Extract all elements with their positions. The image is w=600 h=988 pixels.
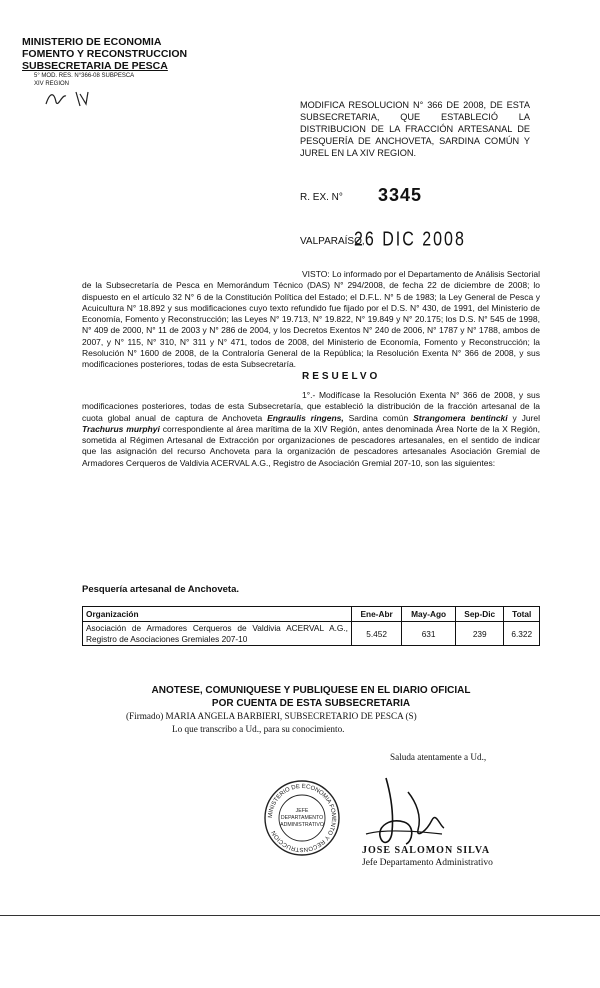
species-name: Engraulis ringens,	[267, 412, 344, 423]
quota-cell: 631	[402, 622, 456, 646]
ministry-name: MINISTERIO DE ECONOMIA	[22, 36, 162, 48]
article-1	[82, 390, 540, 469]
quota-table	[82, 606, 540, 646]
region-label: XIV REGION	[34, 81, 70, 87]
document-title: MODIFICA RESOLUCION N° 366 DE 2008, DE ESTA SUBSECRETARIA, QUE ESTABLECIÓ LA DISTRIBUCION DE LA FRACCIÓN ARTESANAL DE PESQUERÍA DE ANCHOVETA, SARDINA COMÚN Y JUREL EN LA XIV REGION.	[300, 100, 530, 158]
reference-code: 5° MOD. RES. N°366-08 SUBPESCA	[34, 73, 135, 79]
signer-role: Jefe Departamento Administrativo	[362, 858, 493, 868]
page-edge-line	[0, 915, 600, 916]
species-name: Strangomera bentincki	[413, 412, 508, 423]
place-label: VALPARAÍSO,	[300, 236, 365, 247]
closing-line-1: ANOTESE, COMUNIQUESE Y PUBLIQUESE EN EL DIARIO OFICIAL	[151, 685, 471, 696]
article-text: y Jurel	[507, 412, 541, 423]
article-text: Sardina común	[343, 412, 414, 423]
handwritten-signature	[346, 772, 456, 852]
visto-paragraph	[82, 269, 540, 371]
visto-label: VISTO:	[302, 269, 330, 279]
salutation: Saluda atentamente a Ud.,	[390, 752, 487, 762]
seal-center-line: ADMINISTRATIVO	[280, 822, 324, 828]
seal-center-line: JEFE	[295, 808, 309, 814]
subsecretaria-name: SUBSECRETARIA DE PESCA	[22, 60, 168, 72]
resuelvo-heading: RESUELVO	[302, 371, 381, 382]
article-number: 1°.-	[302, 390, 316, 400]
article-text: correspondiente al área marítima de la XIV Región, antes denominada Área Norte de la X Región, sometida al Régimen Artesanal de Extracción por organizaciones de pescadores artesanales, en el sentido de indicar que las asignación del recurso Anchoveta para la organización de pescadores artesanales Asociación Gremial de Armadores Cerqueros de Valdivia ACERVAL A.G., Registro de Asociación Gremial 207-10, son las siguientes:	[82, 423, 540, 468]
column-header: May-Ago	[402, 607, 456, 622]
table-header-row	[83, 607, 540, 622]
ministry-header	[22, 36, 187, 88]
ministry-subname: FOMENTO Y RECONSTRUCCION	[22, 48, 188, 60]
date-stamp: 26 DIC 2008	[354, 229, 466, 251]
transcription-line: Lo que transcribo a Ud., para su conocimiento.	[172, 724, 345, 734]
visto-text: Lo informado por el Departamento de Análisis Sectorial de la Subsecretaría de Pesca en Memorándum Técnico (DAS) N° 294/2008, de fecha 22 de diciembre de 2008; lo dispuesto en el artículo 32 N° 6 de la Constitución Política del Estado; el D.F.L. N° 5 de 1983; la Ley General de Pesca y Acuicultura N° 18.892 y sus modificaciones cuyo texto refundido fue fijado por el D.S. N° 430, de 1991, del Ministerio de Economía, Fomento y Reconstrucción; las Leyes N° 19.713, N° 19.822, N° 19.849 y N° 20.175; los D.S. N° 545 de 1998, N° 409 de 2000, N° 11 de 2003 y N° 286 de 2004, y los Decretos Exentos N° 240 de 2006, N° 1787 y N° 1788, ambos de 2007, y N° 115, N° 310, N° 311 y N° 471, todos de 2008, del Ministerio de Economía, Fomento y Reconstrucción; la Resolución N° 1600 de 2008, de la Contraloría General de la República; la Resolución Exenta N° 366 de 2008, y sus modificaciones posteriores, todas de esta Subsecretaría.	[82, 269, 540, 370]
section-title: Pesquería artesanal de Anchoveta.	[82, 584, 239, 595]
column-header: Sep-Dic	[456, 607, 504, 622]
total-cell: 6.322	[504, 622, 540, 646]
species-name: Trachurus murphyi	[82, 423, 160, 434]
quota-cell: 239	[456, 622, 504, 646]
seal-center-line: DEPARTAMENTO	[280, 815, 324, 821]
organization-cell: Asociación de Armadores Cerqueros de Valdivia ACERVAL A.G., Registro de Asociaciones Gremiales 207-10	[83, 622, 352, 646]
table-row	[83, 622, 540, 646]
column-header: Ene-Abr	[352, 607, 402, 622]
signed-by-line: (Firmado) MARIA ANGELA BARBIERI, SUBSECRETARIO DE PESCA (S)	[126, 711, 417, 721]
column-header: Organización	[83, 607, 352, 622]
initials-mark	[42, 88, 102, 110]
resolution-prefix: R. EX. N°	[300, 192, 343, 203]
quota-cell: 5.452	[352, 622, 402, 646]
closing-formula	[82, 684, 540, 710]
column-header: Total	[504, 607, 540, 622]
department-seal	[262, 778, 342, 858]
article-text: Modifícase la Resolución Exenta N° 366 de 2008, y sus modificaciones posteriores, todas de esta Subsecretaría, que estableció la distribución de la fracción artesanal de la cuota global anual de captura de Anchoveta	[82, 390, 540, 423]
resolution-number: 3345	[378, 185, 423, 205]
signer-name: JOSE SALOMON SILVA	[362, 845, 491, 856]
seal-ring-text: MINISTERIO DE ECONOMIA FOMENTO Y RECONSTRUCCION	[267, 783, 337, 853]
closing-line-2: POR CUENTA DE ESTA SUBSECRETARIA	[211, 698, 411, 709]
